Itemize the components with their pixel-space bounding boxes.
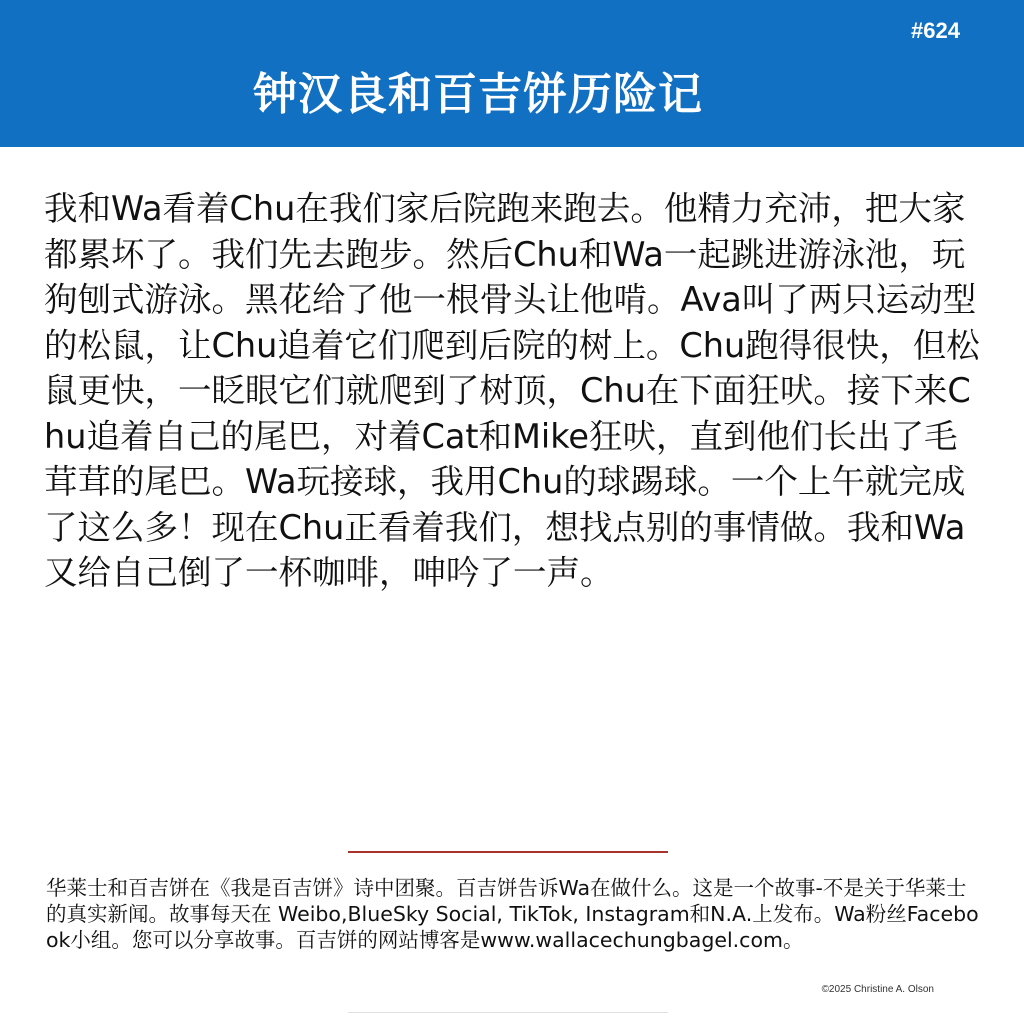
title-banner [0,0,1024,147]
story-text: 我和Wa看着Chu在我们家后院跑来跑去。他精力充沛，把大家都累坏了。我们先去跑步。然后Chu和Wa一起跳进游泳池，玩狗刨式游泳。黑花给了他一根骨头让他啃。Ava叫了两只运动型的松鼠，让Chu追着它们爬到后院的树上。Chu跑得很快，但松鼠更快，一眨眼它们就爬到了树顶，Chu在下面狂吠。接下来Chu追着自己的尾巴，对着Cat和Mike狂吠，直到他们长出了毛茸茸的尾巴。Wa玩接球，我用Chu的球踢球。一个上午就完成了这么多！现在Chu正看着我们，想找点别的事情做。我和Wa又给自己倒了一杯咖啡，呻吟了一声。 [44,189,980,592]
copyright-notice: ©2025 Christine A. Olson [821,984,934,995]
story-title: 钟汉良和百吉饼历险记 [253,69,703,120]
section-divider [348,851,668,853]
footer-note: 华莱士和百吉饼在《我是百吉饼》诗中团聚。百吉饼告诉Wa在做什么。这是一个故事-不是关于华莱士的真实新闻。故事每天在 Weibo,BlueSky Social, TikTok, Instagram和N.A.上发布。Wa粉丝Facebook小组。您可以分享故事。百吉饼的网站博客是www.wallacechungbagel.com。 [46,876,979,952]
bottom-divider [348,1012,668,1013]
episode-number: #624 [911,18,960,43]
